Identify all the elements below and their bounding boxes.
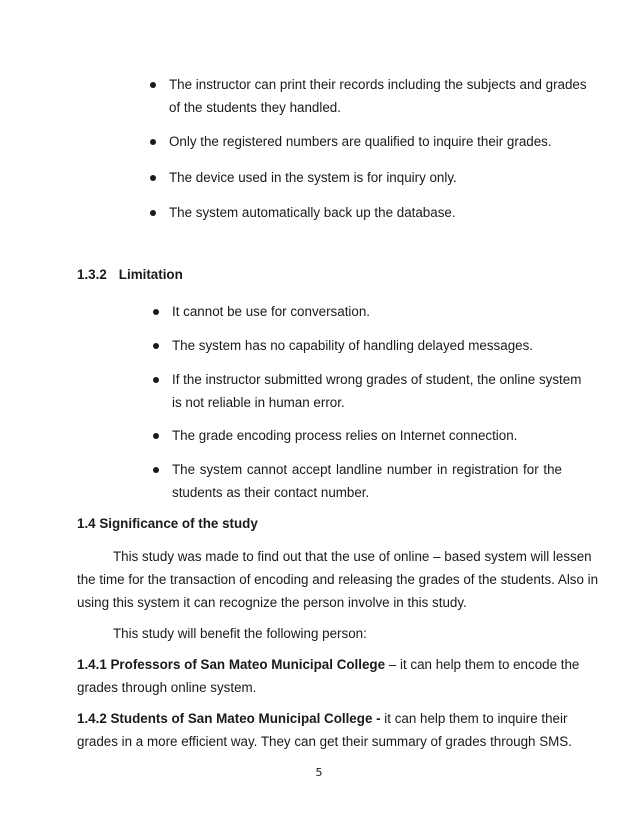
professors-item-line-1	[77, 657, 580, 672]
significance-paragraph-1-line-3: using this system it can recognize the person involve in this study.	[77, 595, 467, 610]
limitation-bullet-2: The system has no capability of handling delayed messages.	[172, 338, 534, 353]
bullet-icon	[153, 467, 159, 473]
bullet-icon	[153, 343, 159, 349]
bullet-icon	[153, 309, 159, 315]
intro-bullet-4: The system automatically back up the database.	[169, 205, 456, 220]
bullet-icon	[150, 175, 156, 181]
bullet-icon	[150, 82, 156, 88]
bullet-icon	[153, 433, 159, 439]
intro-bullet-3: The device used in the system is for inquiry only.	[169, 170, 457, 185]
significance-paragraph-1-line-1: This study was made to find out that the use of online – based system will lessen	[113, 549, 592, 564]
intro-bullet-2: Only the registered numbers are qualified to inquire their grades.	[169, 134, 552, 149]
students-item-line-2: grades in a more efficient way. They can get their summary of grades through SMS.	[77, 734, 572, 749]
intro-bullet-1-line-1: The instructor can print their records including the subjects and grades	[169, 77, 587, 92]
intro-bullet-1-line-2: of the students they handled.	[169, 100, 341, 115]
page-number: 5	[315, 766, 323, 779]
professors-item-line-2: grades through online system.	[77, 680, 257, 695]
limitation-bullet-3-line-2: is not reliable in human error.	[172, 395, 345, 410]
bullet-icon	[153, 377, 159, 383]
professors-description: – it can help them to encode the	[385, 657, 580, 672]
limitation-bullet-5-line-1: The system cannot accept landline number in registration for the	[172, 462, 562, 477]
limitation-bullet-5-line-2: students as their contact number.	[172, 485, 370, 500]
limitation-heading	[77, 267, 183, 282]
students-item-line-1	[77, 711, 568, 726]
bullet-icon	[150, 139, 156, 145]
significance-paragraph-2: This study will benefit the following person:	[113, 626, 367, 641]
significance-heading: 1.4 Significance of the study	[77, 516, 258, 531]
professors-heading: 1.4.1 Professors of San Mateo Municipal College	[77, 657, 386, 672]
limitation-bullet-3-line-1: If the instructor submitted wrong grades of student, the online system	[172, 372, 582, 387]
bullet-icon	[150, 210, 156, 216]
limitation-number: 1.3.2	[77, 267, 107, 282]
limitation-bullet-4: The grade encoding process relies on Internet connection.	[172, 428, 518, 443]
significance-paragraph-1-line-2: the time for the transaction of encoding and releasing the grades of the students. Also in	[77, 572, 599, 587]
limitation-bullet-1: It cannot be use for conversation.	[172, 304, 371, 319]
students-description: it can help them to inquire their	[380, 711, 568, 726]
students-heading: 1.4.2 Students of San Mateo Municipal College -	[77, 711, 381, 726]
limitation-title: Limitation	[118, 267, 183, 282]
